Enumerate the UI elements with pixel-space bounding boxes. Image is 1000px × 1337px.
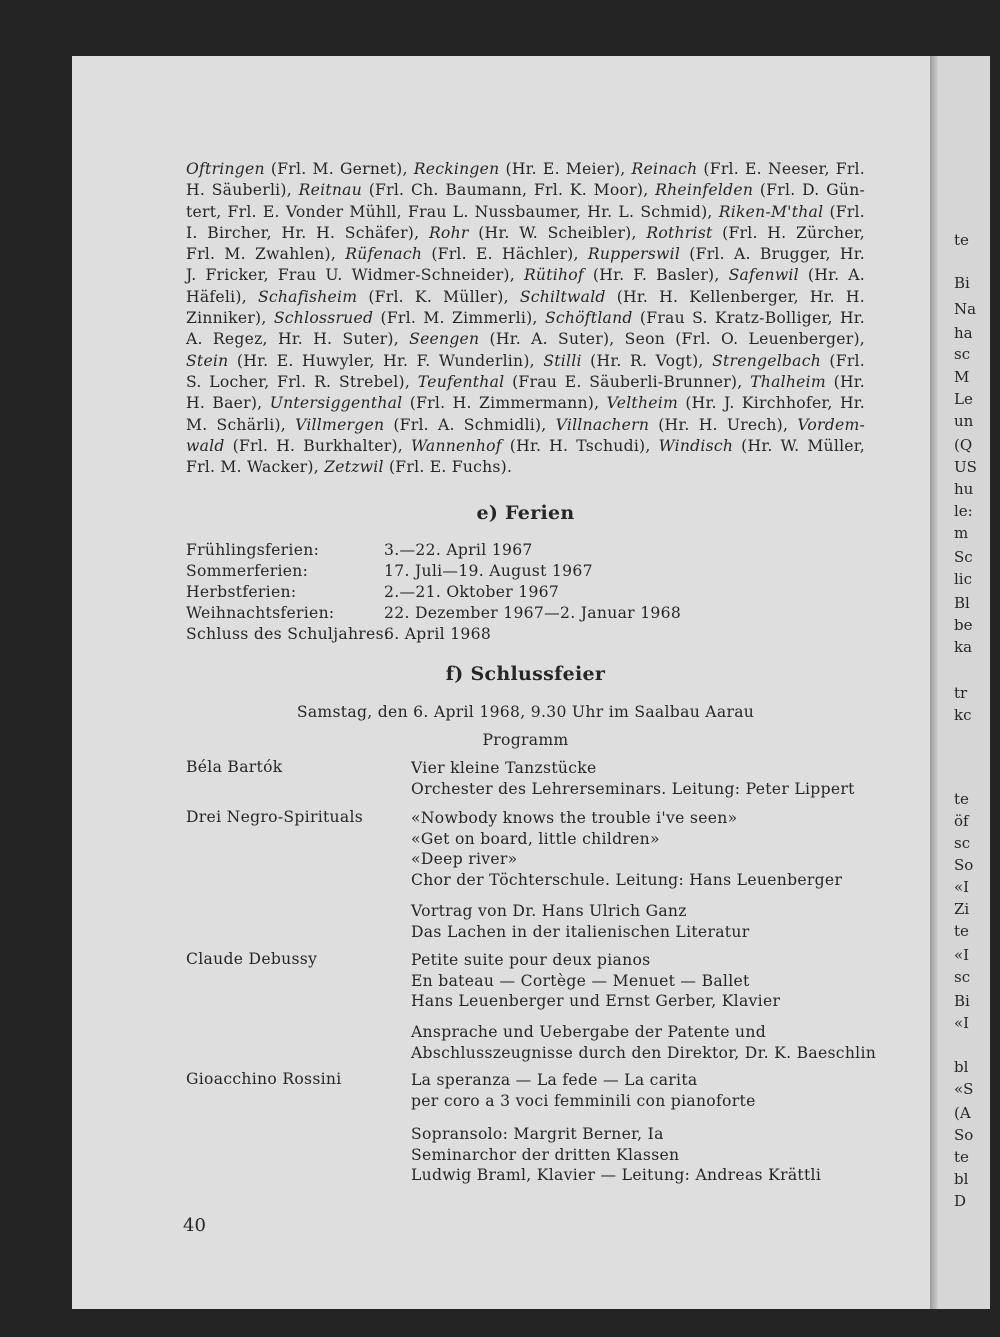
- adjacent-page-fragment: «I: [954, 1014, 970, 1032]
- adjacent-page-fragment: Sc: [954, 548, 973, 566]
- place-name: Schafisheim: [257, 287, 358, 306]
- ferien-value: 2.—21. Oktober 1967: [384, 583, 560, 601]
- paragraph-text: S. Locher, Frl. R. Strebel),: [186, 372, 418, 391]
- place-name: Safenwil: [728, 266, 799, 285]
- paragraph-line: [186, 351, 865, 372]
- ferien-label: Sommerferien:: [186, 562, 309, 580]
- paragraph-text: (Hr. H. Tschudi),: [501, 436, 659, 455]
- paragraph-line: [186, 244, 865, 265]
- place-name: Stein: [186, 351, 229, 370]
- paragraph-text: H. Baer),: [186, 394, 270, 413]
- program-composer: Gioacchino Rossini: [186, 1070, 342, 1088]
- program-line: per coro a 3 voci femminili con pianoforte: [411, 1091, 756, 1110]
- paragraph-text: (Hr. A.: [798, 266, 865, 285]
- place-name: Teufenthal: [417, 372, 505, 391]
- adjacent-page-fragment: «S: [954, 1080, 974, 1098]
- program-line: Ansprache und Uebergabe der Patente und: [411, 1023, 766, 1041]
- ferien-value: 17. Juli—19. August 1967: [384, 562, 593, 580]
- paragraph-line: [186, 159, 865, 180]
- program-composer: Drei Negro-Spirituals: [186, 808, 364, 826]
- place-name: Reitnau: [298, 181, 363, 200]
- place-name: Oftringen: [186, 160, 265, 178]
- program-line: En bateau — Cortège — Menuet — Ballet: [411, 971, 750, 990]
- place-name: Thalheim: [750, 372, 826, 391]
- program-line: «Nowbody knows the trouble i've seen»: [411, 809, 738, 827]
- ferien-label: Schluss des Schuljahres:: [186, 625, 390, 643]
- place-name: Vordem-: [797, 415, 866, 434]
- schlussfeier-date-line: Samstag, den 6. April 1968, 9.30 Uhr im Saalbau Aarau: [296, 703, 755, 721]
- place-name: Rütihof: [523, 266, 584, 285]
- paragraph-line: [186, 393, 865, 414]
- adjacent-page-fragment: (A: [954, 1104, 971, 1122]
- program-composer: Béla Bartók: [186, 758, 283, 776]
- paragraph-text: (Hr. H. Kellenberger, Hr. H.: [605, 287, 865, 306]
- paragraph-line: [186, 265, 865, 286]
- paragraph-text: (Frau E. Säuberli-Brunner),: [504, 372, 751, 391]
- place-name: Schlossrued: [273, 309, 374, 328]
- paragraph-text: (Hr.: [825, 372, 865, 391]
- place-name: wald: [186, 436, 225, 455]
- place-name: Rüfenach: [345, 245, 423, 264]
- adjacent-page-fragment: te: [954, 922, 969, 940]
- place-name: Zetzwil: [324, 458, 384, 477]
- adjacent-page-fragment: Bi: [954, 992, 970, 1010]
- ferien-value: 22. Dezember 1967—2. Januar 1968: [384, 604, 682, 622]
- paragraph-text: A. Regez, Hr. H. Suter),: [186, 330, 410, 349]
- paragraph-text: Zinniker),: [186, 309, 274, 328]
- adjacent-page-fragment: «I: [954, 946, 970, 964]
- place-name: Rothrist: [646, 223, 713, 242]
- program-line: Vier kleine Tanzstücke: [411, 759, 597, 777]
- adjacent-page-fragment: öf: [954, 812, 969, 830]
- program-line: La speranza — La fede — La carita: [411, 1071, 698, 1089]
- adjacent-page-fragment: D: [954, 1192, 967, 1210]
- place-name: Strengelbach: [712, 351, 821, 370]
- adjacent-page-fragment: hu: [954, 480, 974, 498]
- adjacent-page-fragment: M: [954, 368, 970, 386]
- paragraph-text: (Hr. W. Scheibler),: [468, 223, 647, 242]
- program-item: [411, 950, 780, 1012]
- paragraph-text: (Frl. E. Fuchs).: [383, 458, 513, 477]
- paragraph-text: (Hr. F. Basler),: [583, 266, 729, 285]
- paragraph-text: Frl. M. Zwahlen),: [186, 245, 346, 264]
- paragraph-line: [186, 308, 865, 329]
- paragraph-text: Frl. M. Wacker),: [186, 458, 325, 477]
- paragraph-line: [186, 287, 865, 308]
- paragraph-text: M. Schärli),: [186, 415, 296, 434]
- paragraph-text: (Hr. E. Huwyler, Hr. F. Wunderlin),: [228, 351, 544, 370]
- adjacent-page-fragment: be: [954, 616, 973, 634]
- paragraph-text: (Frl. A. Schmidli),: [384, 415, 556, 434]
- paragraph-text: I. Bircher, Hr. H. Schäfer),: [186, 223, 429, 242]
- place-name: Schöftland: [544, 309, 633, 328]
- paragraph-line: [186, 329, 865, 350]
- adjacent-page-fragment: sc: [954, 345, 971, 363]
- paragraph-text: (Hr. W. Müller,: [733, 436, 865, 455]
- place-name: Schiltwald: [519, 287, 606, 306]
- paragraph-line: [186, 415, 865, 436]
- paragraph-text: Häfeli),: [186, 287, 258, 306]
- adjacent-page-fragment: «I: [954, 878, 970, 896]
- paragraph-line: [186, 457, 865, 478]
- ferien-label: Frühlingsferien:: [186, 541, 320, 559]
- page-number: 40: [183, 1215, 206, 1236]
- paragraph-line: [186, 223, 865, 244]
- place-name: Windisch: [658, 436, 734, 455]
- program-line: «Get on board, little children»: [411, 829, 660, 848]
- paragraph-text: (Frl. H. Zürcher,: [712, 223, 865, 242]
- adjacent-page-fragment: lic: [954, 570, 972, 588]
- program-line: Chor der Töchterschule. Leitung: Hans Leuenberger: [411, 870, 843, 889]
- paragraph-text: (Hr. E. Meier),: [499, 160, 632, 178]
- adjacent-page-fragment: ha: [954, 324, 973, 342]
- program-item: [411, 758, 855, 799]
- place-name: Riken-M'thal: [718, 202, 824, 221]
- program-item: [411, 1124, 821, 1186]
- program-line: Petite suite pour deux pianos: [411, 951, 651, 969]
- program-line: Orchester des Lehrerseminars. Leitung: Peter Lippert: [411, 779, 855, 798]
- paragraph-text: (Frau S. Kratz-Bolliger, Hr.: [632, 309, 866, 328]
- paragraph-line: [186, 202, 865, 223]
- paragraph-text: (Frl. E. Neeser, Frl.: [697, 160, 865, 178]
- adjacent-page-fragment: Na: [954, 300, 977, 318]
- place-name: Wannenhof: [411, 436, 502, 455]
- program-line: Das Lachen in der italienischen Literatur: [411, 922, 750, 941]
- program-line: Hans Leuenberger und Ernst Gerber, Klavier: [411, 992, 781, 1010]
- place-name: Villnachern: [555, 415, 650, 434]
- ferien-value: 6. April 1968: [384, 625, 492, 643]
- adjacent-page-fragment: m: [954, 524, 969, 542]
- place-name: Veltheim: [606, 394, 678, 413]
- paragraph-line: [186, 372, 865, 393]
- adjacent-page-fragment: US: [954, 458, 977, 476]
- paragraph-text: (Frl. K. Müller),: [357, 287, 520, 306]
- paragraph-text: (Frl.: [823, 202, 866, 221]
- program-line: Ludwig Braml, Klavier — Leitung: Andreas Krättli: [411, 1166, 822, 1184]
- place-name: Untersiggenthal: [269, 394, 403, 413]
- adjacent-page-fragment: te: [954, 1148, 969, 1166]
- adjacent-page-fragment: te: [954, 790, 969, 808]
- program-line: Vortrag von Dr. Hans Ulrich Ganz: [411, 902, 687, 920]
- adjacent-page-fragment: Zi: [954, 900, 970, 918]
- paragraph-text: (Hr. H. Urech),: [649, 415, 798, 434]
- paragraph-text: (Frl. D. Gün-: [753, 181, 866, 200]
- program-line: Abschlusszeugnisse durch den Direktor, Dr. K. Baeschlin: [411, 1043, 877, 1062]
- program-composer: Claude Debussy: [186, 950, 318, 968]
- place-name: Stilli: [543, 351, 582, 370]
- book-spine: [930, 56, 938, 1309]
- paragraph-text: H. Säuberli),: [186, 181, 299, 200]
- school-assignments-paragraph: [186, 159, 865, 478]
- program-item: [411, 808, 842, 890]
- paragraph-text: (Hr. J. Kirchhofer, Hr.: [678, 394, 865, 413]
- paragraph-text: (Frl.: [821, 351, 865, 370]
- paragraph-text: (Frl. M. Zimmerli),: [373, 309, 545, 328]
- adjacent-page-fragment: sc: [954, 834, 971, 852]
- ferien-label: Herbstferien:: [186, 583, 297, 601]
- program-item: [411, 901, 749, 942]
- adjacent-page-fragment: un: [954, 412, 974, 430]
- place-name: Rupperswil: [587, 245, 681, 264]
- paragraph-text: (Frl. E. Hächler),: [422, 245, 588, 264]
- adjacent-page-fragment: ka: [954, 638, 973, 656]
- document-page: [72, 56, 930, 1309]
- ferien-label: Weihnachtsferien:: [186, 604, 335, 622]
- place-name: Reinach: [631, 160, 698, 178]
- adjacent-page-fragment: tr: [954, 684, 968, 702]
- place-name: Seengen: [409, 330, 480, 349]
- place-name: Rohr: [428, 223, 469, 242]
- adjacent-page-fragment: Bl: [954, 594, 970, 612]
- adjacent-page-fragment: So: [954, 856, 974, 874]
- program-item: [411, 1070, 756, 1111]
- program-line: «Deep river»: [411, 850, 518, 868]
- adjacent-page-fragment: So: [954, 1126, 974, 1144]
- ferien-value: 3.—22. April 1967: [384, 541, 533, 559]
- programm-label: Programm: [482, 731, 569, 749]
- paragraph-text: (Frl. H. Burkhalter),: [224, 436, 411, 455]
- paragraph-text: (Frl. M. Gernet),: [264, 160, 414, 178]
- adjacent-page-fragment: te: [954, 231, 969, 249]
- program-line: Sopransolo: Margrit Berner, Ia: [411, 1125, 664, 1143]
- adjacent-page-fragment: bl: [954, 1170, 969, 1188]
- schlussfeier-heading: f) Schlussfeier: [445, 663, 606, 685]
- paragraph-text: (Frl. A. Brugger, Hr.: [680, 245, 865, 264]
- adjacent-page-fragment: Bi: [954, 274, 970, 292]
- paragraph-text: (Frl. H. Zimmermann),: [402, 394, 607, 413]
- adjacent-page-fragment: (Q: [954, 436, 973, 454]
- paragraph-text: tert, Frl. E. Vonder Mühll, Frau L. Nussbaumer, Hr. L. Schmid),: [186, 202, 719, 221]
- program-line: Seminarchor der dritten Klassen: [411, 1145, 680, 1164]
- adjacent-page-fragment: kc: [954, 706, 972, 724]
- paragraph-line: [186, 436, 865, 457]
- adjacent-page-fragment: bl: [954, 1058, 969, 1076]
- paragraph-line: [186, 180, 865, 201]
- place-name: Reckingen: [413, 160, 500, 178]
- adjacent-page-fragment: sc: [954, 968, 971, 986]
- place-name: Villmergen: [295, 415, 385, 434]
- paragraph-text: (Hr. A. Suter), Seon (Frl. O. Leuenberger),: [479, 330, 866, 349]
- program-item: [411, 1022, 876, 1063]
- place-name: Rheinfelden: [655, 181, 754, 200]
- paragraph-text: J. Fricker, Frau U. Widmer-Schneider),: [186, 266, 524, 285]
- adjacent-page-fragment: Le: [954, 390, 973, 408]
- paragraph-text: (Hr. R. Vogt),: [581, 351, 713, 370]
- paragraph-text: (Frl. Ch. Baumann, Frl. K. Moor),: [362, 181, 656, 200]
- ferien-heading: e) Ferien: [476, 502, 575, 524]
- adjacent-page-edge: [938, 56, 990, 1309]
- adjacent-page-fragment: le:: [954, 502, 973, 520]
